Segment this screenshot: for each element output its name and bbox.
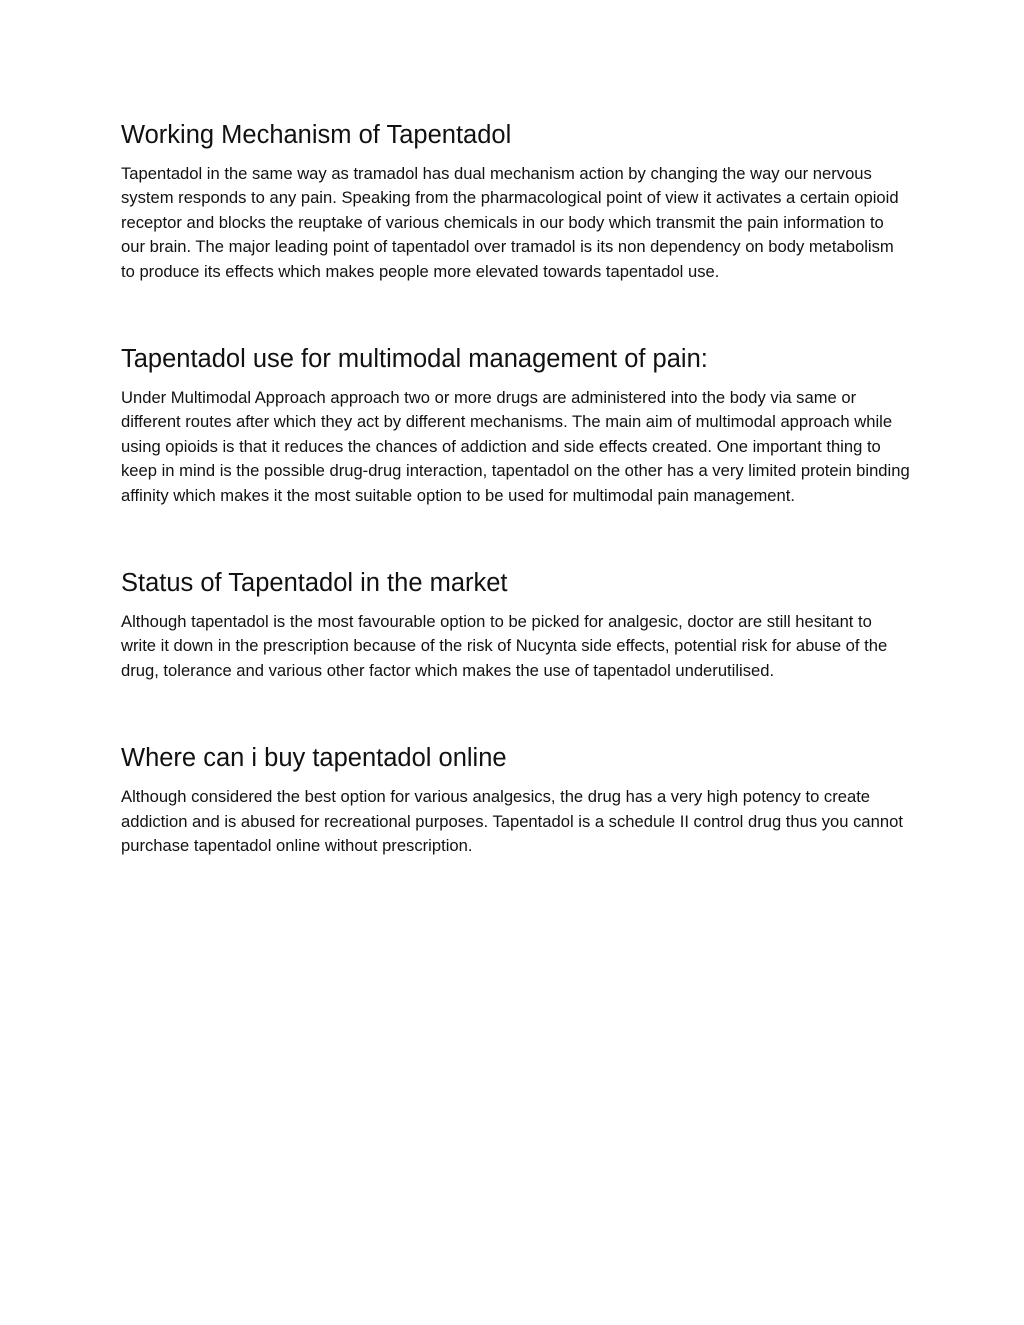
section-heading: Tapentadol use for multimodal management of pain:: [121, 345, 708, 374]
section-body: Tapentadol in the same way as tramadol has dual mechanism action by changing the way our nervous system responds to any pain. Speaking from the pharmacological point of view it activates a certain opioid receptor and blocks the reuptake of various chemicals in our body which transmit the pain information to our brain. The major leading point of tapentadol over tramadol is its non dependency on body metabolism to produce its effects which makes people more elevated towards tapentadol use.: [121, 164, 899, 281]
section-market-status: [121, 566, 911, 683]
document-page: [121, 118, 911, 917]
section-body: Although tapentadol is the most favourable option to be picked for analgesic, doctor are still hesitant to write it down in the prescription because of the risk of Nucynta side effects, potential risk for abuse of the drug, tolerance and various other factor which makes the use of tapentadol underutilised.: [121, 612, 888, 680]
section-body: Under Multimodal Approach approach two or more drugs are administered into the body via same or different routes after which they act by different mechanisms. The main aim of multimodal approach while using opioids is that it reduces the chances of addiction and side effects created. One important thing to keep in mind is the possible drug-drug interaction, tapentadol on the other has a very limited protein binding affinity which makes it the most suitable option to be used for multimodal pain management.: [121, 388, 910, 505]
section-buy-online: [121, 741, 911, 858]
section-multimodal-management: [121, 342, 911, 508]
section-working-mechanism: [121, 118, 911, 284]
section-heading: Status of Tapentadol in the market: [121, 569, 508, 598]
section-heading: Where can i buy tapentadol online: [121, 744, 507, 773]
section-body: Although considered the best option for various analgesics, the drug has a very high potency to create addiction and is abused for recreational purposes. Tapentadol is a schedule II control drug thus you cannot purchase tapentadol online without prescription.: [121, 787, 903, 856]
section-heading: Working Mechanism of Tapentadol: [121, 121, 512, 149]
